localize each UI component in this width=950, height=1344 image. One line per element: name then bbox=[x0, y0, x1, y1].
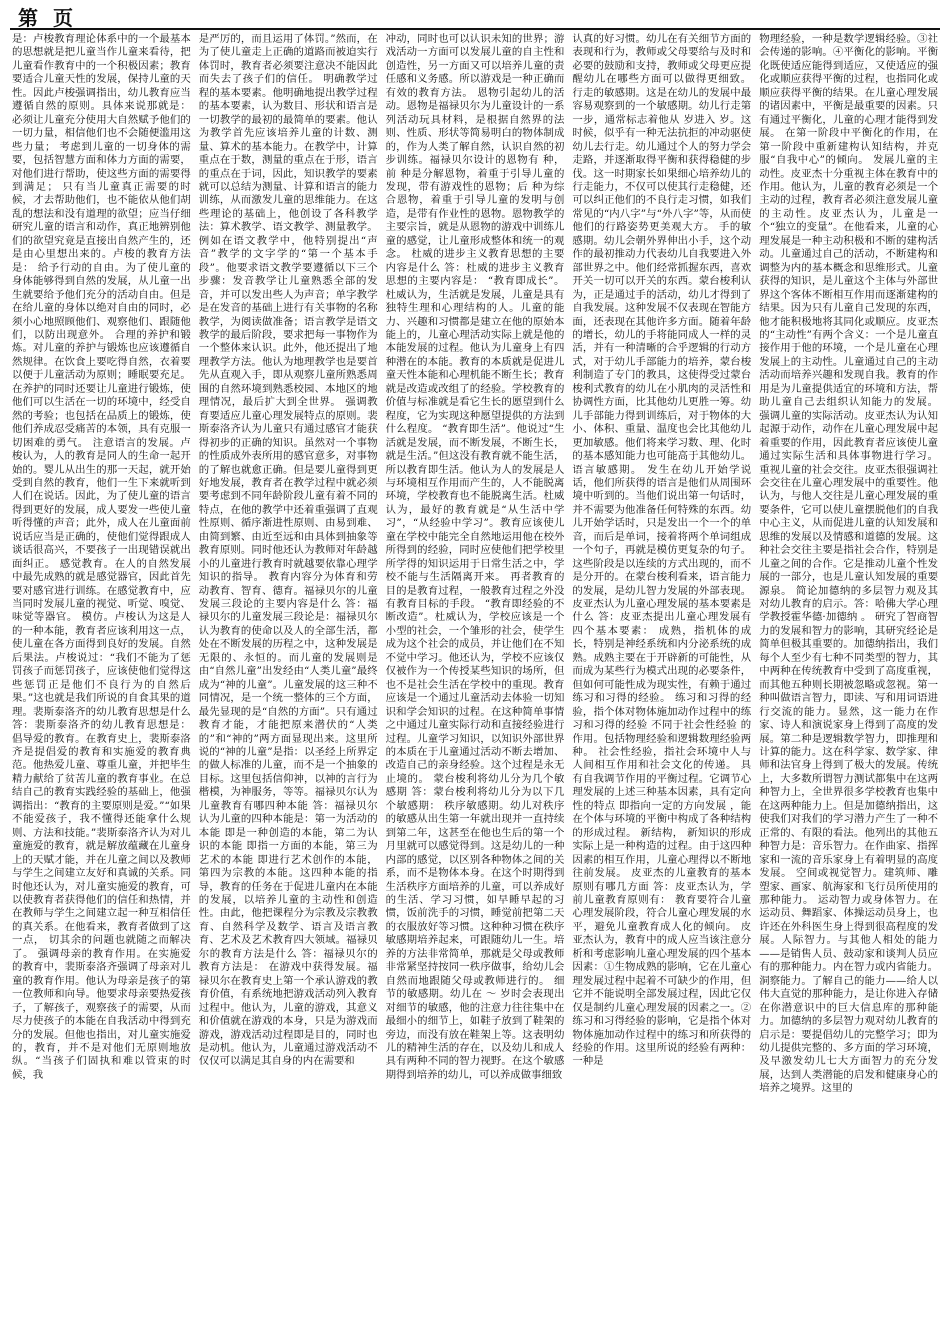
column-text: 物理经验，一种是数学逻辑经验。③社会传递的影响。④平衡化的影响。平衡化既使适应能得到适应，又使适应的强化或顺应获得平衡的过程，也指同化或顺应获得平衡的结果。在儿童心理发展的诸因素中，平衡是最重要的因素。只有通过平衡化，儿童的心理才能得到发展。 在第一阶段中平衡化的作用，在第一阶段中重新建构认知结构，并克服“自我中心”的倾向。 发展儿童的主动性。皮亚杰十分重视主体在教育中的作用。他认为，儿童的教育必须是一个主动的过程，教育者必须注意发展儿童的主动性。皮亚杰认为，儿童是一个“独立的变量”。在他看来，儿童的心理发展是一种主动积极和不断的建构活动。儿童通过自己的活动，不断建构和调整为内的基本概念和思维形式。儿童获得的知识，是儿童这个主体与外部世界这个客体不断相互作用而逐渐建构的结果。因为只有儿童自己发现的东西，他才能积极地将其同化或顺应。皮亚杰的“主动性”有两个含义：一个是儿童直接作用于他的环境，一个是儿童在心理发展上的主动性。儿童通过自己的主动活动而培养兴趣和发现自我。教育的作用是为儿童提供适宜的环境和方法，帮助儿童自己去组织认知能力的发展。 强调儿童的实际活动。皮亚杰认为认知起源于动作，动作在儿童心理发展中起着重要的作用，因此教育者应该使儿童通过实际生活和具体事物进行学习。 重视儿童的社会交往。皮亚杰很强调社会交往在儿童心理发展中的重要性。他认为，与他人交往是儿童心理发展的重要条件，它可以使儿童摆脱他们的自我中心主义，从而促进儿童的认知发展和思维的发展以及情感和道德的发展。这种社会交往主要是指社会合作，特别是儿童之间的合作。它是推动儿童个性发展的一部分，也是儿童认知发展的重要源泉。 简论加德纳的多层智力观及其对幼儿教育的启示。答：哈佛大学心理学教授霍华德·加德纳 。 研究了智商智力的发展和智力的影响，其研究经论是简单但极其重要的。加德纳指出，我们每个人至少有七种不同类型的智力，其中两种在传统教育中受到了高度重视，而其他五种则长期被忽略或忽视。第一种叫做语言智力，即读、写和用词语进行交流的能力。显然，这一能力在作家、诗人和演说家身上得到了高度的发展。第二种是逻辑数学智力，即推理和计算的能力。这在科学家、数学家、律师和法官身上得到了极大的发展。传统上，大多数所谓智力测试都集中在这两种智力上，全世界很多学校教育也集中在这两种能力上。但是加德纳指出，这使我们对我们的学习潜力产生了一种不正常的、有限的看法。他列出的其他五种智力是：音乐智力。在作曲家、指挥家和一流的音乐家身上有着明显的高度发展。 空间或视觉智力。建筑师、雕塑家、画家、航海家和飞行员所使用的那种能力。 运动智力或身体智力。在运动员、舞蹈家、体操运动员身上，也许还在外科医生身上得到很高程度的发展。人际智力。与其他人相处的能力——是销售人员、鼓动家和谈判人员应有的那种能力。内在智力或内省能力。洞察能力。了解自己的能力——给人以伟大直觉的那种能力，是让你进入存储在你潜意识中的巨大信息库的那种能力。加德纳的多层智力观对幼儿教育的启示是：要提倡幼儿的完整学习；即为幼儿提供完整的、多方面的学习环境，及早激发幼儿七大方面智力的充分发展，达到人类潜能的启发和健康身心的培养之境界。这里的 bbox=[759, 33, 938, 1095]
page-header bbox=[0, 0, 950, 30]
header-divider bbox=[10, 28, 940, 30]
text-column-3 bbox=[386, 33, 565, 1338]
text-column-5 bbox=[759, 33, 938, 1338]
text-columns bbox=[12, 33, 938, 1338]
text-column-4 bbox=[572, 33, 751, 1338]
text-column-2 bbox=[199, 33, 378, 1338]
page-title: 第 页 bbox=[18, 6, 77, 30]
column-text: 是严厉的，而且运用了体罚。”然而，在为了使儿童走上正确的道路而被迫实行体罚时，教育者必须要注意决不能因此而失去了孩子们的信任。 明确教学过程的基本要素。他明确地提出教学过程的基本要素，认为数目、形状和语言是一切教学的最初的最简单的要素。他认为教学首先应该培养儿童的计数、测量、算术的基本能力。在教学中，计算重点在于数，测量的重点在于形，语言的重点在于词，因此，知识教学的要素就可以总结为测量、计算和语言的能力训练，从而激发儿童的思维能力。在这些理论的基础上，他创设了各科教学法：算术教学、语文教学、测量教学。例如在语文教学中，他特别提出“声音”教学的文字学的“第一个基本手段”。他要求语文教学要遵循以下三个步骤：发音教学让儿童熟悉全部的发音，并可以发出些人为声音；单字教学是在发音的基础上进行有关事物的名称教学，为阅读做准备；语言教学是语文教学的最后阶段，要求把每一事物作为一个整体来认识。此外，他还提出了地理教学方法。他认为地理教学也是要首先从直观入手，即从观察儿童所熟悉周围的自然环境到熟悉校园、本地区的地理情况，最后扩大到全世界。 强调教育要适应儿童心理发展特点的原则。裴斯泰洛齐认为儿童只有通过感官才能获得初步的正确的知识。虽然对一个事物的性质成外表所用的感官意多，对事物的了解也就愈正确。但是要儿童得到更好地发展，教育者在教学过程中就必须要考虑到不同年龄阶段儿童有着不同的特点，在他的教学中还着重强调了直观性原则、循序渐进性原则、由易到难、由简到繁、由近至远和由具体到抽象等教育原则。同时他还认为教师对年龄越小的儿童进行教育时就越要依靠心理学知识的指导。 教育内容分为体育和劳动教育、智育、德育。福禄贝尔的儿童发展三段论的主要内容是什么 答：福禄贝尔的儿童发展三段论是：福禄贝尔认为教育的使命以及人的全部生活，都处在不断发展的历程之中，这种发展是无限的、永恒的。而儿童的发展则是由“自然儿童”出发经由“人类儿童”最终成为“神的儿童”。儿童发展的这三种不同情况，是一个统一整体的三个方面，最先显现的是“自然的方面”。只有通过教育才能，才能把原来潜伏的“人类的”和“神的”两方面显现出来。这里所说的“神的儿童”是指：以圣经上所界定的做人标准的儿童，而不是一个抽象的目标。这里包括信仰神，以神的言行为楷模，为神服务，等等。福禄贝尔认为儿童教育有哪四种本能 答：福禄贝尔认为儿童的四种本能是：第一为活动的本能 即是一种创造的本能，第二为认识的本能 即指一方面的本能，第三为艺术的本能 即进行艺术创作的本能，第四为宗教的本能。这四种本能的指导，教育的任务在于促进儿童内在本能的发展，以培养儿童的主动性和创造性。由此，他把课程分为宗教及宗教教育、自然科学及数学、语言及语言教育、艺术及艺术教育四大领域。福禄贝尔的教育方法是什么 答：福禄贝尔的教育方法是： 在游戏中获得发展。福禄贝尔在教育史上第一个承认游戏的教育价值，有系统地把游戏活动列入教育过程中。他认为，儿童的游戏，其意义和价值就在游戏的本身，只是为游戏而游戏，游戏活动过程即是目的，同时也是动机。他认为，儿童通过游戏活动不仅仅可以满足其自身的内在需要和 bbox=[198, 33, 378, 1068]
column-text: 冲动，同时也可以认识未知的世界；游戏活动一方面可以发展儿童的自主性和创造性，另一方面又可以培养儿童的责任感和义务感。所以游戏是一种正确而有效的教育方法。 恩物引起幼儿的活动。恩物是福禄贝尔为儿童设计的一系列活动玩具材料，是根据自然界的法则、性质、形状等简易明白的物体制成的，作为人类了解自然，认识自然的初步训练。福禄贝尔设计的恩物有 种，前 种是分解恩物，着重于引导儿童的发现，带有游戏性的恩物；后 种为综合恩物，着重于引导儿童的发明与创造，是带有作业性的恩物。恩物教学的主要宗旨，就是从恩物的游戏中训练儿童的感觉，让儿童形成整体和统一的观念。 杜威的进步主义教育思想的主要内容是什么 答：杜威的进步主义教育思想的主要内容是： “教育即成长”。杜威认为，生活就是发展，儿童是具有独特生理和心理结构的人。儿童的能力、兴趣和习惯都是建立在他的原始本能上的，儿童心理活动实际上就是他的本能发展的过程。他认为儿童身上有四种潜在的本能。教育的本质就是促进儿童天性本能和心理机能不断生长；教育就是改造或改组了的经验。学校教育的价值与标准就是看它生长的愿望到什么程度，它为实现这种愿望提供的方法到什么程度。 “教育即生活”。他说过“生活就是发展，而不断发展，不断生长，就是生活。”但这没有教育就不能生活，所以教育即生活。他认为人的发展是人与环境相互作用而产生的，人不能脱离环境，学校教育也不能脱离生活。杜威认为，最好的教育就是“从生活中学习”，“从经验中学习”。教育应该使儿童在学校中能完全自然地运用他在校外所得到的经验，同时应使他们把学校里所学得的知识运用于日常生活之中，学校不能与生活隔离开来。 再者教育的目的是教育过程，一般教育过程之外没有教育目标的手段。 “教育即经验的不断改造”。杜威认为，学校应该是一个小型的社会，一个雏形的社会，使学生成为这个社会的成员，并让他们在不知不觉中学习。他还认为，学校不应该仅仅被作为一个传授某些知识的场所，但也不是社会生活在学校中的重现。教育应该是一个通过儿童活动去体验一切知识和学会知识的过程。在这种简单事情之中通过儿童实际行动和直接经验进行过程。儿童学习知识，以知识外部世界的本质在于儿童通过活动不断去增加、改造自己的亲身经验。这个过程是永无止境的。 蒙台梭利将幼儿分为几个敏感期 答：蒙台梭利将幼儿分为以下几个敏感期： 秩序敏感期。幼儿对秩序的敏感从出生第一年就出现并一直持续到第二年，这甚至在他也生后的第一个月里就可以感觉得到。这是幼儿的一种内部的感觉，以区别各种物体之间的关系，而不是物体本身。在这个时期得到生活秩序方面培养的儿童，可以养成好的生活、学习习惯，如早睡早起的习惯，饭前洗手的习惯，睡觉前把第二天的衣服放好等习惯。这种种习惯在秩序敏感期培养起来，可跟随幼儿一生。培养的方法非常简单，那就是父母或教师非常紧坚持按同一秩序做事，给幼儿会自然而地跟随父母或教师进行的。 细节的敏感期。幼儿在 ～ 岁时会表现出对细节的敏感，他的注意力往往集中在最细小的细节上，如鞋子放到了鞋架的旁边，而没有放在鞋架上等。这表明幼儿的精神生活的存在，以及幼儿和成人具有两种不同的智力视野。在这个敏感期得到培养的幼儿，可以养成做事细致 bbox=[385, 33, 565, 1081]
column-text: 认真的好习惯。幼儿在有关细节方面的表现和行为，教师或父母要给与及时和必要的鼓励和支持，教师或父母更应提醒幼儿在哪些方面可以做得更细致。 行走的敏感期。这是在幼儿的发展中最容易观察到的一个敏感期。幼儿行走第一步，通常标志着他从 岁进入 岁。这时候，似乎有一种无法抗拒的冲动驱使幼儿去行走。幼儿通过个人的努力学会走路，并逐渐取得平衡和获得稳健的步伐。这一时期家长如果细心培养幼儿的行走能力，不仅可以使其行走稳健，还可以纠正他们的不良行走习惯，如我们常见的“内八字”与“外八字”等，从而使他们的行路姿势更美观大方。 手的敏感期。幼儿会朝外界伸出小手，这个动作的最初推动力代表幼儿自我要进入外部世界之中。他们经常抓握东西，喜欢开关一切可以开关的东西。蒙台梭利认为，正是通过手的活动，幼儿才得到了自我发展。这种发展不仅表现在智能方面，还表现在其他许多方面。随着年龄的增长，幼儿的手将能同成人一样的灵活，并有一种清晰的合乎逻辑的行动方式，对于幼儿手部能力的培养，蒙台梭利制造了专门的教具，这使得受过蒙台梭利式教育的幼儿在小肌肉的灵活性和协调性方面，比其他幼儿更胜一筹。幼儿手部能力得到训练后，对于物体的大小、体积、重量、温度也会比其他幼儿更加敏感。他们将来学习数、理、化时的基本感知能力也可能高于其他幼儿。 语言敏感期。 发生在幼儿开始学说话，他们所获得的语言是他们从周围环境中听到的。当他们说出第一句话时，并不需要为他准备任何特殊的东西。幼儿开始学话时，只是发出一个一个的单音，而后是单词，接着将两个单词组成一个句子，再就是模仿更复杂的句子。这些阶段是以连续的方式出现的，而不是分开的。在蒙台梭利看来，语言能力的发展，是幼儿智力发展的外部表现。 皮亚杰认为儿童心理发展的基本要素是什么 答：皮亚杰提出儿童心理发展有四个基本要素： 成熟，指机体的成长，特别是神经系统和内分泌系统的成熟。成熟主要在于开辟新的可能性，从而成为某些行为模式出现的必要条件，但如何可能性成为现实性，有赖于通过练习和习得的经验。 练习和习得的经验，指个体对物体施加动作过程中的练习和习得的经验 不同于社会性经验 的作用。包括物理经验和逻辑数理经验两种。 社会性经验，指社会环境中人与人间相互作用和社会文化的传递。 具有自我调节作用的平衡过程。它调节心理发展的上述三种基本因素，具有定向性的特点 即指向一定的方向发展 ，能在个体与环境的平衡中构成了各种结构的形成过程。 新结构， 新知识的形成实际上是一种构造的过程。由于这四种因素的相互作用，儿童心理得以不断地往前发展。 皮亚杰的儿童教育的基本原则有哪几方面 答：皮亚杰认为，学前儿童教育原则有： 教育要符合儿童心理发展阶段，符合儿童心理发展的水平，避免儿童教育成人化的倾向。 皮亚杰认为，教育中的成人应当该注意分析和考虑影响儿童心理发展的四个基本因素：①生物成熟的影响，它在儿童心理发展过程中起着不可缺少的作用，但它并不能说明全部发展过程，因此它仅仅是制约儿童心理发展的因素之一。②练习和习得经验的影响，它是指个体对物体施加动作过程中的练习和所获得的经验的作用。这里所说的经验有两种：一种是 bbox=[572, 33, 752, 1068]
text-column-1 bbox=[12, 33, 191, 1338]
column-text: 是：卢梭教育理论体系中的一个最基本的思想就是把儿童当作儿童来看待，把儿童看作教育中的一个积极因素；教育要适合儿童天性的发展，保持儿童的天性。因此卢梭强调指出，幼儿教育应当遵循自然的原则。具体来说那就是： 必须让儿童充分使用大自然赋予他们的一切力量，相信他们也不会随便滥用这些力量； 考虑到儿童的一切身体的需要，包括智慧方面和体力方面的需要，对他们进行帮助，使这些方面的需要得到满足； 只有当儿童真正需要的时候，才去帮助他们，也不能依从他们胡乱的想法和没有道理的欲望；应当仔细研究儿童的语言和动作，真正地辨别他们的欲望究竟是直接出自然产生的，还是由心里想出来的。卢梭的教育方法是： 给予行动的自由。为了使儿童的身体能够得到自然的发展，从儿童一出生就要给予他们充分的活动自由。但是在给儿童的身体以绝对自由的同时，必须小心地照顾他们、观察他们、跟随他们，以防出现意外。 合理的养护和锻炼。对儿童的养护与锻炼也应该遵循自然规律。在饮食上要吃得自然，衣着要以便于儿童活动为原则；睡眠要充足。在养护的同时还要让儿童进行锻炼，使他们可以生活在一切的环境中，经受自然的考验；也包括在品质上的锻炼，使他们养成忍受痛苦的本领，具有克服一切困难的勇气。 注意语言的发展。卢梭认为，人的教育是同人的生命一起开始的。婴儿从出生的那一天起，就开始受到自然的教育，他们一生下来就听到人们在说话。因此，为了使儿童的语言得到更好的发展，成人要发一些使儿童听得懂的声音；此外，成人在儿童面前说话应当是正确的，使他们觉得跟成人谈话很高兴，不要孩子一出现错误就出面纠正。 感觉教育。在人的自然发展中最先成熟的就是感觉器官，因此首先要对感官进行训练。在感觉教育中，应当同时发展儿童的视觉、听觉、嗅觉、味觉等器官。 模仿。卢梭认为这是人的一种本能，教育者应该利用这一点，使儿童在各方面得到良好的发展。自然后果法。卢梭说过：“我们不能为了惩罚孩子而惩罚孩子，应该使他们觉得这些惩罚正是他们不良行为的自然后果。”这也就是我们所说的自食其果的道理。裴斯泰洛齐的幼儿教育思想是什么 答：裴斯泰洛齐的幼儿教育思想是： 倡导爱的教育。在教育史上，裴斯泰洛齐是提倡爱的教育和实施爱的教育典范。他热爱儿童、尊重儿童，并把毕生精力献给了贫苦儿童的教育事业。在总结自己的教育实践经验的基础上，他强调指出：“教育的主要原则是爱。”“如果不能爱孩子，我不懂得还能拿什么规则、方法和技能。”裴斯泰洛齐认为对儿童施爱的教育，就是解放蕴藏在儿童身上的天赋才能，并在儿童之间以及教师与学生之间建立友好和真诚的关系。同时他还认为，对儿童实施爱的教育，可以使教育者获得他们的信任和热情，并在教师与学生之间建立起一种互相信任的真关系。在他看来，教育者做到了这一点， 切其余的问题也就随之而解决了。 强调母亲的教育作用。在实施爱的教育中，裴斯泰洛齐强调了母亲对儿童的教育作用。他认为母亲是孩子的第一位教师和向导。他要求母亲要热爱孩子，了解孩子，观察孩子的需要，从而尽力使孩子的本能在自我活动中得到充分的发展。但他也指出，对儿童实施爱的，教育，并不是对他们无原则地放纵。“当孩子们固执和难以管束的时候，我 bbox=[12, 33, 191, 1081]
